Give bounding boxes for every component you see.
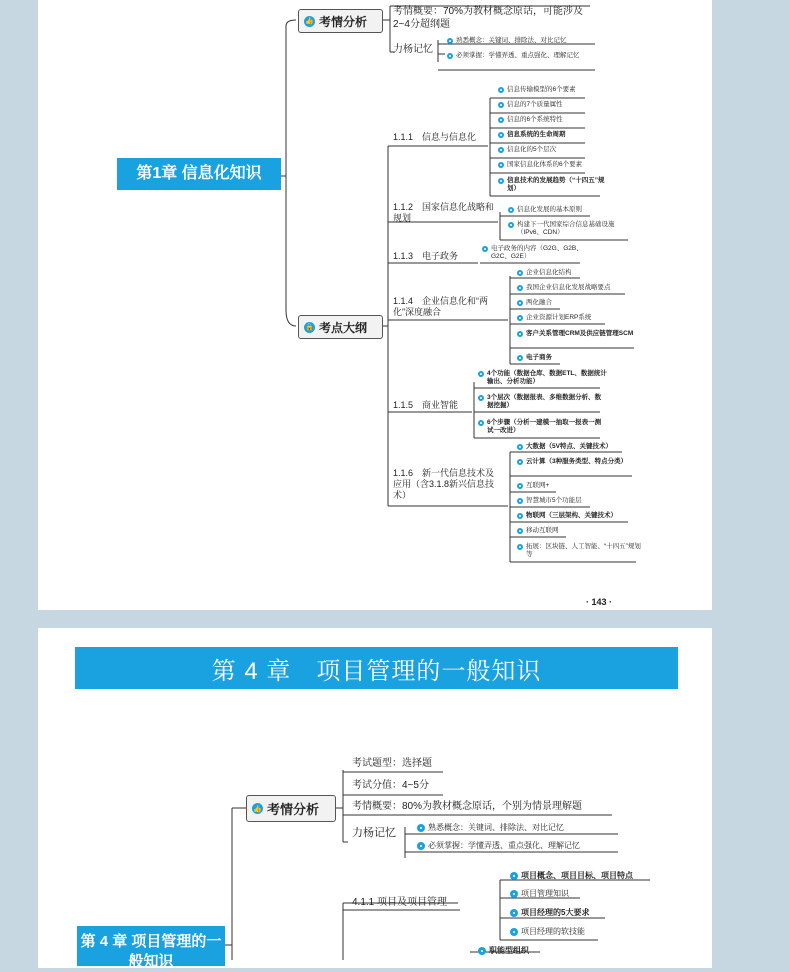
list-item: 项目经理的软技能 (510, 927, 585, 937)
list-item: 6个步骤（分析一建模一抽取一报表一测试一改进） (478, 419, 607, 435)
memory-label: 力杨记忆 (393, 44, 433, 55)
list-item: 信息化发展的基本原则 (508, 206, 582, 214)
list-item: 信息化的5个层次 (498, 146, 556, 154)
lock-icon: 🔒 (304, 322, 315, 333)
exam-type: 考试题型：选择题 (352, 758, 432, 769)
thumbs-up-icon: 👍 (304, 16, 315, 27)
section-title: 1.1.5 商业智能 (393, 400, 459, 410)
list-item: 项目经理的5大要求 (510, 908, 589, 918)
list-item: 物联网（三层架构、关键技术） (517, 512, 617, 520)
analysis-tag-label: 考情分析 (267, 802, 320, 817)
chapter-banner: 第 4 章 项目管理的一般知识 (75, 647, 678, 689)
section-title: 1.1.6 新一代信息技术及应用（含3.1.8新兴信息技术） (393, 468, 495, 500)
list-item: 4个功能（数据仓库、数据ETL、数据统计输出、分析功能） (478, 370, 607, 386)
keypoints-tag (298, 315, 383, 339)
analysis-tag (298, 9, 383, 33)
list-item: 信息传输模型的6个要素 (498, 86, 576, 94)
list-item: 客户关系管理CRM及供应链管理SCM (517, 330, 641, 338)
memory-item: 熟悉概念：关键词、排除法、对比记忆 (417, 823, 564, 833)
overview-text: 考情概要：70%为教材概念原话，可能涉及2~4分超纲题 (393, 6, 584, 30)
list-item: 信息技术的发展趋势（“十四五”规划） (498, 177, 607, 193)
list-item: 职能型组织 (478, 946, 529, 956)
chapter-title: 第 4 章 项目管理的一般知识 (77, 926, 225, 966)
list-item: 国家信息化体系的6个要素 (498, 161, 582, 169)
list-item: 信息的6个系统特性 (498, 116, 563, 124)
list-item: 我国企业信息化发展战略要点 (517, 284, 611, 292)
section-title: 1.1.2 国家信息化战略和规划 (393, 202, 495, 223)
memory-label: 力杨记忆 (352, 827, 396, 839)
section-title: 4.1.1 项目及项目管理 (352, 897, 448, 908)
list-item: 两化融合 (517, 299, 552, 307)
list-item: 大数据（5V特点、关键技术） (517, 443, 612, 451)
exam-score: 考试分值：4~5分 (352, 780, 429, 791)
list-item: 电子政务的内容（G2G、G2B、G2C、G2E） (482, 245, 591, 261)
keypoints-tag-label: 考点大纲 (319, 320, 368, 335)
list-item: 信息的7个质量属性 (498, 101, 563, 109)
list-item: 企业信息化结构 (517, 269, 572, 277)
list-item: 3个层次（数据报表、多维数据分析、数据挖掘） (478, 394, 607, 410)
memory-item: 必须掌握：学懂弄透、重点强化、理解记忆 (447, 52, 601, 60)
thumbs-up-icon: 👍 (252, 803, 263, 814)
overview-text: 考情概要：80%为教材概念原话，个别为情景理解题 (352, 801, 583, 812)
list-item: 电子商务 (517, 354, 552, 362)
section-title: 1.1.4 企业信息化和“两化”深度融合 (393, 296, 489, 317)
analysis-tag-label: 考情分析 (319, 14, 368, 29)
chapter-title: 第1章 信息化知识 (117, 158, 281, 190)
list-item: 信息系统的生命周期 (498, 131, 566, 139)
page-number: · 143 · (586, 597, 613, 607)
analysis-tag (246, 795, 336, 822)
list-item: 移动互联网 (517, 527, 559, 535)
list-item: 企业资源计划ERP系统 (517, 314, 591, 322)
list-item: 构建下一代国家综合信息基础设施（IPv6、CDN） (508, 221, 632, 237)
memory-item: 必须掌握：学懂弄透、重点强化、理解记忆 (417, 841, 580, 851)
list-item: 项目概念、项目目标、项目特点 (510, 871, 633, 881)
list-item: 拓展：区块链、人工智能、“十四五”规划等 (517, 543, 641, 559)
section-title: 1.1.1 信息与信息化 (393, 132, 477, 142)
list-item: 项目管理知识 (510, 889, 569, 899)
list-item: 智慧城市5个功能层 (517, 497, 582, 505)
list-item: 互联网+ (517, 482, 549, 490)
list-item: 云计算（3种服务类型、特点分类） (517, 458, 638, 466)
memory-item: 熟悉概念：关键词、排除法、对比记忆 (447, 37, 567, 45)
section-title: 1.1.3 电子政务 (393, 251, 459, 261)
